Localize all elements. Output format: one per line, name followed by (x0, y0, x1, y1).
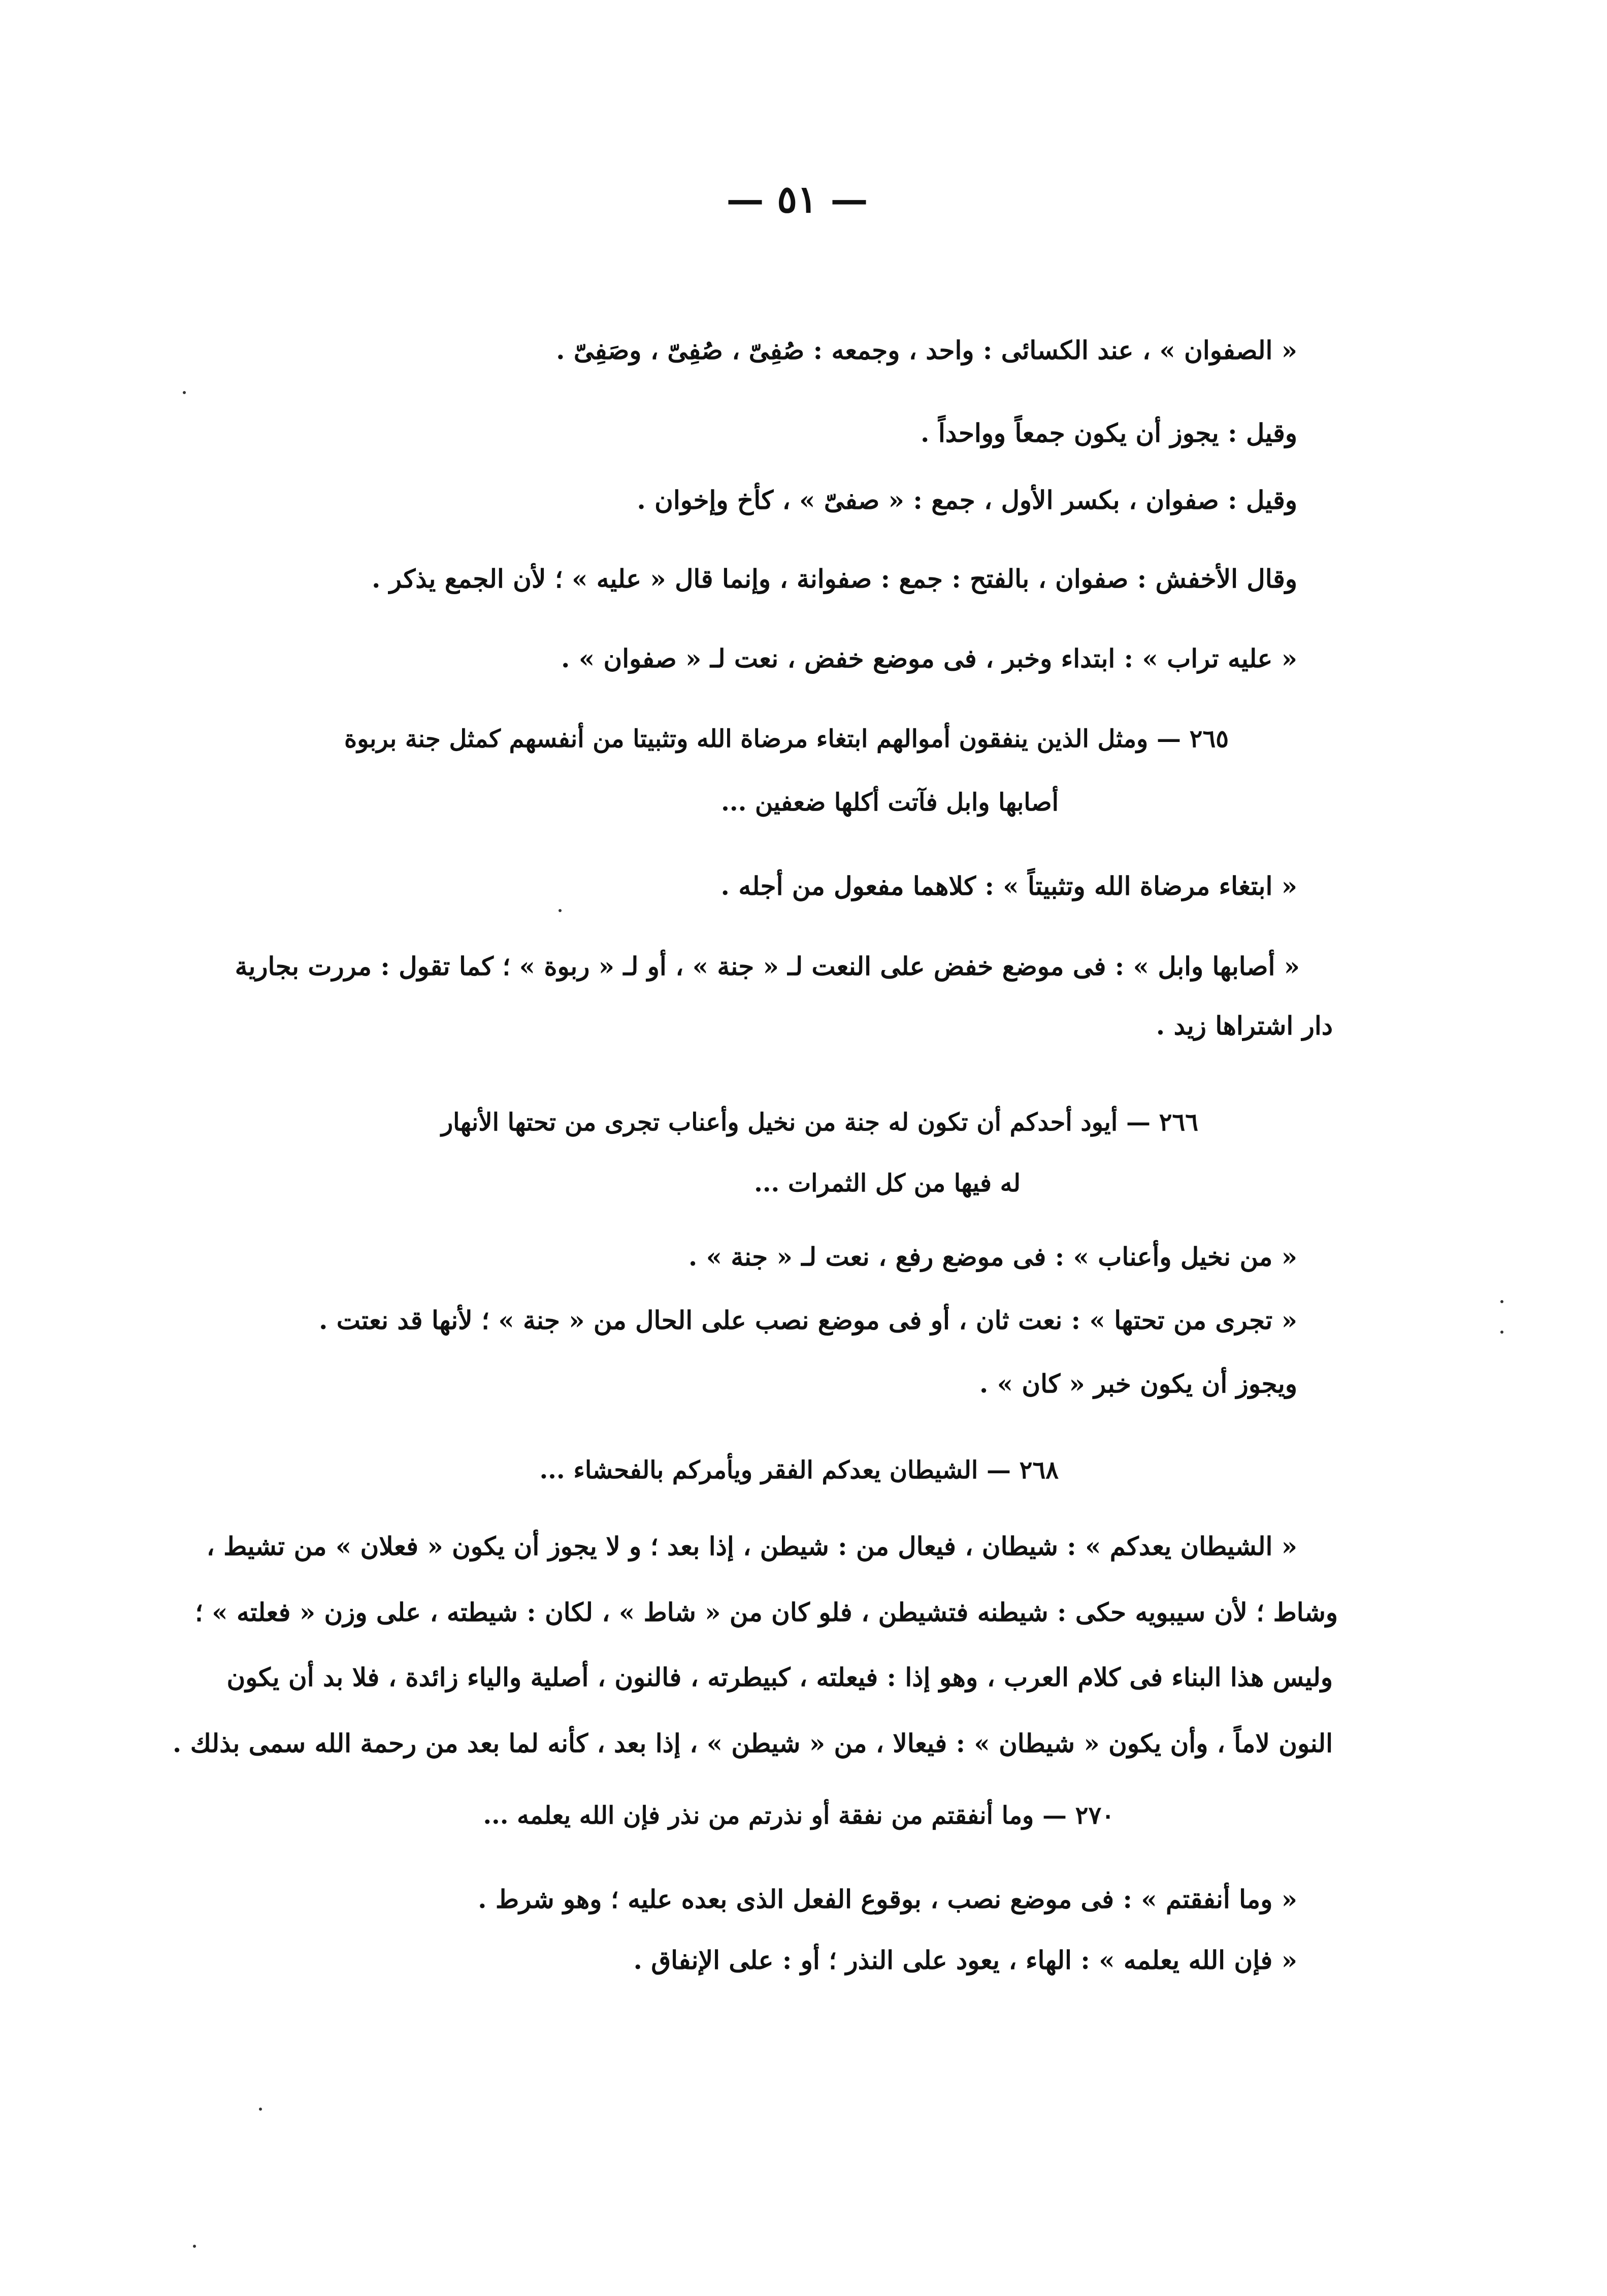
text-line: وليس هذا البناء فى كلام العرب ، وهو إذا : فيعلته ، كبيطرته ، فالنون ، أصلية والياء زائدة ، فلا بد أن يكون (226, 1662, 1333, 1692)
scan-speck (1500, 1331, 1503, 1334)
text-line: « أصابها وابل » : فى موضع خفض على النعت لـ « جنة » ، أو لـ « ربوة » ؛ كما تقول : مررت بجارية (235, 951, 1300, 981)
quran-verse-266: ٢٦٦ — أيود أحدكم أن تكون له جنة من نخيل وأعناب تجرى من تحتها الأنهار (441, 1108, 1198, 1137)
text-line: وقيل : يجوز أن يكون جمعاً وواحداً . (921, 418, 1297, 448)
quran-verse-266-continuation: له فيها من كل الثمرات ... (754, 1169, 1021, 1198)
page-number: — ٥١ — (726, 178, 868, 221)
scan-speck (193, 2245, 196, 2248)
text-line: وقيل : صفوان ، بكسر الأول ، جمع : « صفىّ » ، كأخ وإخوان . (637, 485, 1297, 515)
quran-verse-268: ٢٦٨ — الشيطان يعدكم الفقر ويأمركم بالفحشاء ... (539, 1456, 1059, 1484)
scan-speck (1500, 1300, 1503, 1303)
text-line: « الصفوان » ، عند الكسائى : واحد ، وجمعه : صُفِىّ ، صُفِىّ ، وصَفِىّ . (556, 335, 1297, 365)
text-line: « عليه تراب » : ابتداء وخبر ، فى موضع خفض ، نعت لـ « صفوان » . (561, 643, 1297, 673)
text-line: « تجرى من تحتها » : نعت ثان ، أو فى موضع نصب على الحال من « جنة » ؛ لأنها قد نعتت . (318, 1305, 1297, 1335)
quran-verse-270: ٢٧٠ — وما أنفقتم من نفقة أو نذرتم من نذر فإن الله يعلمه ... (483, 1801, 1114, 1830)
text-line: وشاط ؛ لأن سيبويه حكى : شيطنه فتشيطن ، فلو كان من « شاط » ، لكان : شيطته ، على وزن « فعلته » ؛ (194, 1597, 1338, 1627)
quran-verse-265-continuation: أصابها وابل فآتت أكلها ضعفين ... (721, 788, 1059, 817)
scan-speck (259, 2108, 262, 2111)
text-line: « وما أنفقتم » : فى موضع نصب ، بوقوع الفعل الذى بعده عليه ؛ وهو شرط . (478, 1884, 1297, 1914)
text-line: دار اشتراها زيد . (1156, 1011, 1333, 1041)
text-line: « الشيطان يعدكم » : شيطان ، فيعال من : شيطن ، إذا بعد ؛ و لا يجوز أن يكون « فعلان » من تشيط ، (206, 1531, 1297, 1561)
text-line: النون لاماً ، وأن يكون « شيطان » : فيعالا ، من « شيطن » ، إذا بعد ، كأنه لما بعد من رحمة الله سمى بذلك . (172, 1728, 1333, 1758)
quran-verse-265: ٢٦٥ — ومثل الذين ينفقون أموالهم ابتغاء مرضاة الله وتثبيتا من أنفسهم كمثل جنة بربوة (344, 725, 1229, 753)
text-line: « فإن الله يعلمه » : الهاء ، يعود على النذر ؛ أو : على الإنفاق . (633, 1945, 1297, 1975)
text-line: « ابتغاء مرضاة الله وتثبيتاً » : كلاهما مفعول من أجله . (720, 871, 1297, 901)
scan-speck (559, 909, 562, 912)
scan-speck (183, 391, 186, 394)
text-line: وقال الأخفش : صفوان ، بالفتح : جمع : صفوانة ، وإنما قال « عليه » ؛ لأن الجمع يذكر . (372, 564, 1297, 594)
text-line: ويجوز أن يكون خبر « كان » . (979, 1369, 1297, 1399)
text-line: « من نخيل وأعناب » : فى موضع رفع ، نعت لـ « جنة » . (688, 1242, 1297, 1272)
